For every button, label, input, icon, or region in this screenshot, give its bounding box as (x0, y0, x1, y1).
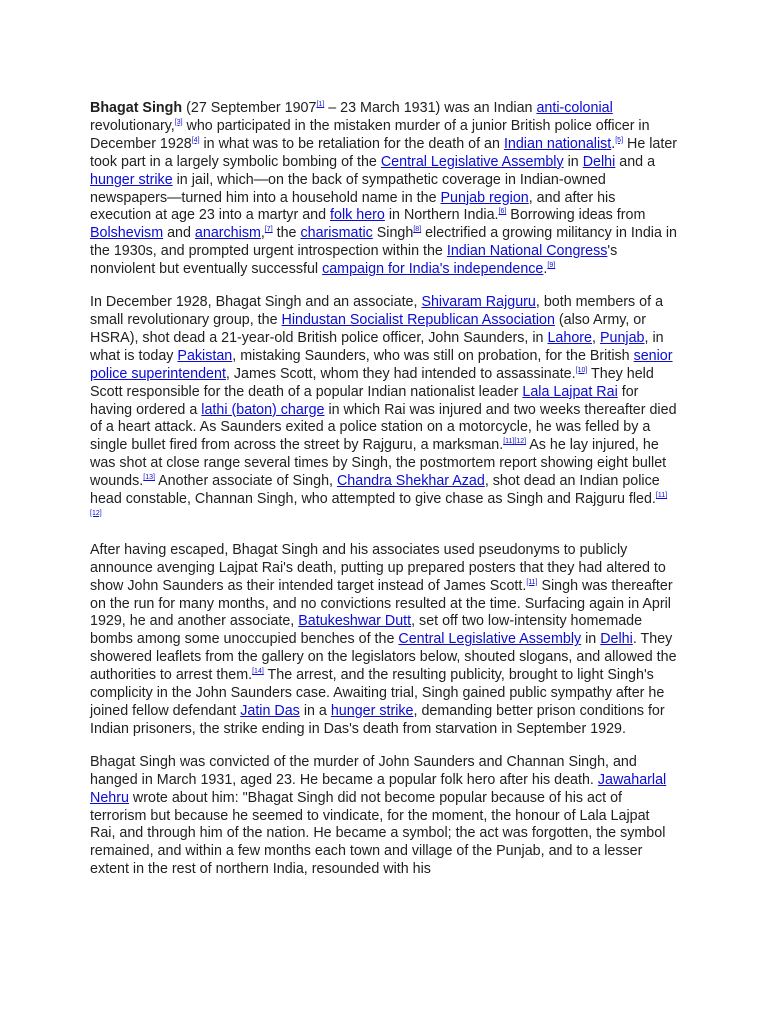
text-run: for having ordered a (90, 383, 639, 418)
citation (526, 579, 537, 586)
text-run: The arrest, and the resulting publicity, brought to light Singh's complicity in the John Saunders case. Awaiting trial, Singh gained public sympathy after he joined fellow defendant (90, 667, 665, 719)
link-shivaram-rajguru[interactable]: Shivaram Rajguru (421, 294, 536, 311)
link-central-legislative-assembly[interactable]: Central Legislative Assembly (380, 153, 564, 170)
text-run: , (260, 225, 265, 242)
link-folk-hero[interactable]: folk hero (330, 207, 385, 224)
link-hunger-strike[interactable]: hunger strike (330, 703, 414, 719)
text-run: , in what is today (90, 329, 664, 364)
link-lathi-baton-charge[interactable]: lathi (baton) charge (201, 401, 325, 418)
text-run: , shot dead an Indian police head constable, Channan Singh, who attempted to give chase as Singh and Rajguru fled. (90, 473, 660, 508)
text-run: in what was to be retaliation for the death of an (199, 135, 504, 152)
citation-link[interactable]: [14] (252, 668, 264, 676)
text-run: They held Scott responsible for the death of a popular Indian nationalist leader (90, 365, 654, 400)
article-title-bold: Bhagat Singh (90, 100, 183, 116)
text-run: – 23 March 1931) was an Indian (324, 100, 537, 116)
citation-link[interactable]: [5] (615, 136, 624, 144)
citation (547, 262, 555, 269)
text-run: Bhagat Singh was convicted of the murder of John Saunders and Channan Singh, and hanged in March 1931, aged 23. He became a popular folk hero after his death. (90, 753, 637, 788)
link-pakistan[interactable]: Pakistan (177, 347, 233, 364)
citation-link[interactable]: [13] (143, 474, 155, 482)
citation-link[interactable]: [11] (655, 492, 668, 500)
link-punjab[interactable]: Punjab (599, 329, 645, 346)
link-lala-lajpat-rai[interactable]: Lala Lajpat Rai (522, 383, 618, 400)
text-run: , demanding better prison conditions for Indian prisoners, the strike ending in Das's death from starvation in September 1929. (90, 703, 665, 737)
text-run: After having escaped, Bhagat Singh and his associates used pseudonyms to publicly announce avenging Lajpat Rai's death, putting up prepared posters that they had altered to show John Saunders as their intended target instead of James Scott. (90, 541, 666, 594)
citation-link[interactable]: [11] (526, 578, 538, 586)
link-punjab-region[interactable]: Punjab region (440, 189, 529, 206)
link-jawaharlal-nehru[interactable]: Jawaharlal Nehru (90, 771, 667, 806)
text-run: , (592, 329, 600, 346)
text-run: in Northern India. (384, 207, 499, 224)
text-run: He later took part in a largely symbolic bombing of the (90, 135, 678, 170)
text-run: and a (615, 153, 656, 170)
link-chandra-shekhar-azad[interactable]: Chandra Shekhar Azad (336, 473, 485, 490)
citation-link[interactable]: [8] (413, 226, 422, 234)
text-run: . (543, 261, 548, 278)
text-run: (also Army, or HSRA), shot dead a 21-year-old British police officer, John Saunders, in (90, 311, 646, 346)
text-run: who participated in the mistaken murder of a junior British police officer in December 1928 (90, 117, 650, 152)
text-run: Singh (372, 225, 414, 242)
citation (413, 226, 421, 233)
link-campaign-for-india-s-independence[interactable]: campaign for India's independence (322, 261, 544, 278)
link-charismatic[interactable]: charismatic (300, 225, 373, 242)
article-paragraph (90, 294, 678, 527)
text-run: in (581, 631, 601, 648)
text-run: , both members of a small revolutionary group, the (90, 294, 664, 328)
text-run: wrote about him: "Bhagat Singh did not become popular because of his act of terrorism but because he seemed to vindicate, for the moment, the honour of Lala Lajpat Rai, and through him of the nation. He became a symbol; the act was forgotten, the symbol remained, and within a few months each town and village of the Punjab, and to a lesser extent in the rest of northern India, resounded with his (90, 789, 666, 878)
citation (656, 492, 667, 499)
citation-link[interactable]: [11] (503, 438, 515, 446)
citation-link[interactable]: [12] (90, 509, 102, 517)
text-run: in a (299, 703, 331, 719)
article-paragraph (90, 100, 678, 279)
citation-link[interactable]: [12] (514, 438, 527, 446)
text-run: , and after his execution at age 23 into a martyr and (90, 189, 616, 224)
link-batukeshwar-dutt[interactable]: Batukeshwar Dutt (298, 613, 412, 630)
link-anarchism[interactable]: anarchism (194, 225, 261, 242)
link-bolshevism[interactable]: Bolshevism (90, 225, 164, 242)
citation (192, 137, 200, 144)
article-body (90, 100, 678, 894)
citation (576, 367, 588, 374)
citation-link[interactable]: [1] (316, 101, 325, 108)
link-hindustan-socialist-republican-association[interactable]: Hindustan Socialist Republican Association (281, 311, 555, 328)
text-run: Borrowing ideas from (506, 207, 646, 224)
link-central-legislative-assembly[interactable]: Central Legislative Assembly (398, 631, 582, 648)
text-run: , James Scott, whom they had intended to assassinate. (225, 365, 576, 382)
text-run: In December 1928, Bhagat Singh and an associate, (90, 294, 422, 311)
text-run: , mistaking Saunders, who was still on probation, for the British (232, 347, 634, 364)
link-delhi[interactable]: Delhi (600, 631, 633, 648)
citation-link[interactable]: [4] (191, 136, 200, 144)
citation (90, 510, 102, 517)
text-run: (27 September 1907 (182, 100, 317, 116)
text-run: As he lay injured, he was shot at close range several times by Singh, the postmortem report showing eight bullet wounds. (90, 437, 667, 490)
text-run: in jail, which—on the back of sympathetic coverage in Indian-owned newspapers—turned him into a household name in the (90, 171, 606, 206)
text-run: the (272, 225, 301, 242)
text-run: in which Rai was injured and two weeks thereafter died of a heart attack. As Saunders exited a police station on a motorcycle, he was felled by a single bullet fired from across the street by Rajguru, a marksman. (90, 401, 677, 454)
citation (252, 668, 264, 675)
text-run: . (611, 135, 616, 152)
link-indian-national-congress[interactable]: Indian National Congress (446, 243, 608, 260)
text-run: Singh was thereafter on the run for many months, and no convictions resulted at the time. Surfacing again in April 1929, he and another associate, (90, 577, 673, 630)
text-run: electrified a growing militancy in India in the 1930s, and prompted urgent introspection within the (90, 225, 678, 260)
citation (143, 474, 155, 481)
article-paragraph (90, 754, 678, 879)
citation (514, 438, 526, 445)
citation (265, 226, 273, 233)
text-run: , set off two low-intensity homemade bombs among some unoccupied benches of the (90, 613, 643, 648)
citation (175, 119, 183, 126)
citation (615, 137, 623, 144)
citation-link[interactable]: [3] (174, 118, 183, 126)
text-run: and (163, 225, 195, 242)
link-hunger-strike[interactable]: hunger strike (90, 171, 173, 188)
link-delhi[interactable]: Delhi (582, 153, 616, 170)
text-run: in (563, 153, 583, 170)
link-lahore[interactable]: Lahore (547, 329, 593, 346)
citation-link[interactable]: [7] (264, 226, 273, 234)
citation-link[interactable]: [6] (498, 208, 507, 216)
text-run: revolutionary, (90, 117, 175, 134)
article-paragraph (90, 542, 678, 739)
citation-link[interactable]: [9] (547, 262, 556, 270)
citation (503, 438, 514, 445)
text-run: . They showered leaflets from the gallery on the legislators below, shouted slogans, and allowed the authorities to arrest them. (90, 631, 677, 684)
link-senior-police-superintendent[interactable]: senior police superintendent (90, 347, 673, 382)
citation-link[interactable]: [10] (575, 366, 588, 374)
text-run: Another associate of Singh, (154, 473, 337, 490)
link-indian-nationalist[interactable]: Indian nationalist (503, 135, 612, 152)
text-run: 's nonviolent but eventually successful (90, 243, 618, 278)
link-anti-colonial[interactable]: anti-colonial (536, 100, 613, 116)
link-jatin-das[interactable]: Jatin Das (240, 703, 300, 719)
